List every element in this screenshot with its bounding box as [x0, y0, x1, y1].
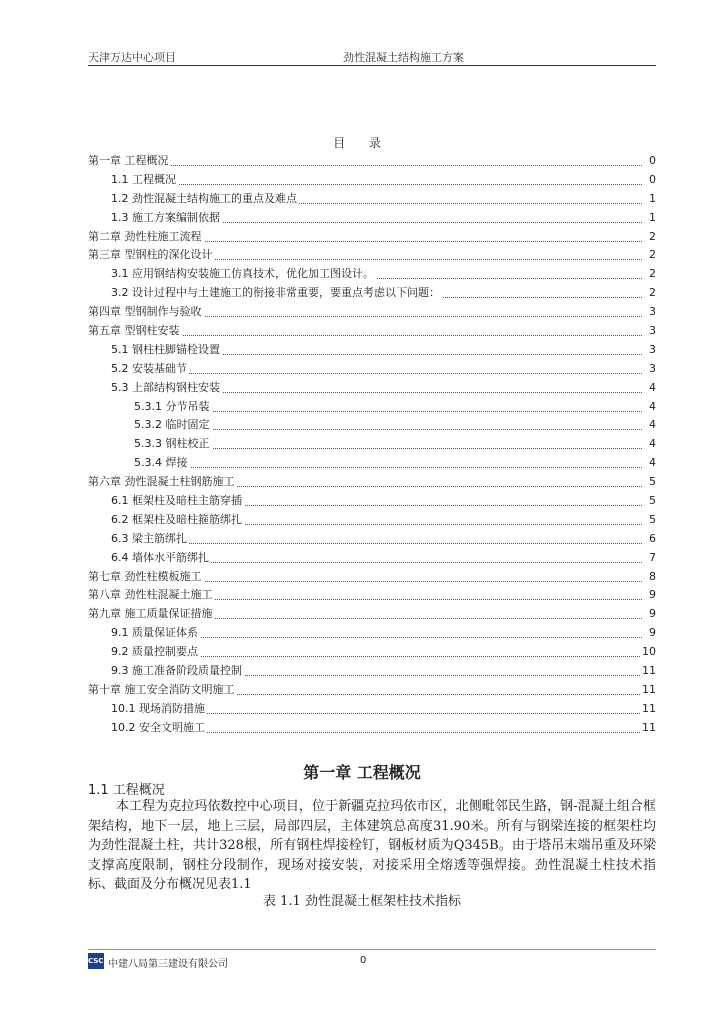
toc-entry-text: 6.1 框架柱及暗柱主筋穿插: [111, 494, 242, 508]
toc-entry[interactable]: [88, 662, 656, 681]
toc-entry-page: 2: [647, 246, 656, 265]
toc-entry-text: 3.1 应用钢结构安装施工仿真技术，优化加工图设计。: [111, 267, 374, 281]
toc-entry-text: 第一章 工程概况: [88, 154, 169, 167]
toc-entry-text: 1.3 施工方案编制依据: [111, 210, 220, 224]
toc-entry-page: 11: [640, 719, 656, 738]
toc-entry-text: 10.2 安全文明施工: [111, 720, 205, 734]
toc-entry-page: 10: [640, 643, 656, 662]
toc-entry-page: 3: [647, 341, 656, 360]
toc-entry-page: 5: [647, 511, 656, 530]
toc-entry-page: 3: [647, 322, 656, 341]
toc-entry[interactable]: [88, 284, 656, 303]
toc-entry[interactable]: [88, 605, 656, 624]
toc-entry-page: 6: [647, 530, 656, 549]
page-number: 0: [360, 955, 367, 966]
toc-entry[interactable]: [88, 322, 656, 341]
toc-entry-page: 3: [647, 303, 656, 322]
toc-entry[interactable]: [88, 568, 656, 587]
toc-entry-page: 11: [640, 662, 656, 681]
toc-entry-page: 5: [647, 473, 656, 492]
toc-entry[interactable]: [88, 530, 656, 549]
toc-entry[interactable]: [88, 228, 656, 247]
page-footer: [88, 949, 656, 970]
toc-entry[interactable]: [88, 379, 656, 398]
toc-entry-text: 5.3.1 分节吊装: [134, 399, 210, 413]
toc-entry-page: 9: [647, 586, 656, 605]
table-caption: 表 1.1 劲性混凝土框架柱技术指标: [263, 894, 461, 909]
toc-entry-text: 5.2 安装基础节: [111, 361, 187, 375]
toc-entry-page: 5: [647, 492, 656, 511]
company-logo: CSCEC: [88, 953, 104, 969]
toc-entry[interactable]: [88, 586, 656, 605]
header-project: 天津万达中心项目: [88, 51, 176, 64]
toc-entry[interactable]: [88, 435, 656, 454]
toc-entry-text: 第二章 劲性柱施工流程: [88, 229, 202, 243]
toc-entry[interactable]: [88, 473, 656, 492]
toc-entry[interactable]: [88, 416, 656, 435]
toc-entry-text: 第八章 劲性柱混凝土施工: [88, 588, 213, 602]
chapter-paragraph: 本工程为克拉玛依数控中心项目，位于新疆克拉玛依市区，北侧毗邻民生路，钢-混凝土组合框架结构，地下一层，地上三层，局部四层，主体建筑总高度31.90米。所有与钢梁连接的框架柱均为劲性混凝土柱，共计328根，所有钢柱焊接栓钉，钢板材质为Q345B。由于塔吊末端吊重及环梁支撑高度限制，钢柱分段制作，现场对接安装，对接采用全熔透等强焊接。劲性混凝土柱技术指标、截面及分布概况见表1.1: [88, 799, 656, 892]
toc-entry-page: 8: [647, 568, 656, 587]
toc-entry-text: 第六章 劲性混凝土柱钢筋施工: [88, 475, 235, 489]
toc-entry[interactable]: [88, 454, 656, 473]
toc-entry-page: 0: [647, 171, 656, 190]
toc-entry-text: 10.1 现场消防措施: [111, 701, 205, 715]
toc-entry-page: 2: [647, 284, 656, 303]
toc-entry-page: 4: [647, 416, 656, 435]
table-of-contents: [88, 152, 656, 738]
toc-entry[interactable]: [88, 152, 656, 171]
toc-entry[interactable]: [88, 511, 656, 530]
toc-entry-page: 1: [647, 209, 656, 228]
toc-entry-text: 6.4 墙体水平筋绑扎: [111, 550, 209, 564]
page-header: [88, 47, 656, 66]
chapter-heading: 第一章 工程概况: [303, 763, 421, 782]
toc-entry-text: 9.2 质量控制要点: [111, 645, 198, 659]
toc-entry[interactable]: [88, 341, 656, 360]
toc-entry-text: 5.3 上部结构钢柱安装: [111, 380, 220, 394]
toc-entry-text: 3.2 设计过程中与土建施工的衔接非常重要，要重点考虑以下问题：: [111, 286, 440, 300]
toc-entry[interactable]: [88, 398, 656, 417]
toc-entry-page: 0: [647, 152, 656, 171]
toc-entry-page: 4: [647, 379, 656, 398]
toc-entry[interactable]: [88, 171, 656, 190]
toc-entry-text: 第十章 施工安全消防文明施工: [88, 682, 235, 696]
toc-entry-text: 第五章 型钢柱安装: [88, 324, 180, 338]
toc-entry[interactable]: [88, 492, 656, 511]
toc-entry-text: 5.1 钢柱柱脚锚栓设置: [111, 342, 220, 356]
toc-entry-page: 4: [647, 398, 656, 417]
toc-entry[interactable]: [88, 190, 656, 209]
toc-entry[interactable]: [88, 246, 656, 265]
toc-entry-text: 6.3 梁主筋绑扎: [111, 531, 187, 545]
toc-entry[interactable]: [88, 624, 656, 643]
toc-entry-page: 7: [647, 549, 656, 568]
section-heading: 1.1 工程概况: [88, 783, 165, 798]
toc-entry-text: 第四章 型钢制作与验收: [88, 305, 202, 319]
header-doc-title: 劲性混凝土结构施工方案: [343, 51, 464, 64]
toc-entry[interactable]: [88, 681, 656, 700]
toc-entry-text: 9.1 质量保证体系: [111, 626, 198, 640]
toc-entry[interactable]: [88, 549, 656, 568]
toc-entry[interactable]: [88, 360, 656, 379]
toc-entry[interactable]: [88, 209, 656, 228]
footer-company: 中建八局第三建设有限公司: [108, 959, 228, 970]
toc-entry-text: 5.3.2 临时固定: [134, 418, 210, 432]
toc-entry-text: 9.3 施工准备阶段质量控制: [111, 664, 242, 678]
toc-entry-page: 9: [647, 605, 656, 624]
toc-entry[interactable]: [88, 700, 656, 719]
toc-entry-page: 9: [647, 624, 656, 643]
toc-entry-page: 4: [647, 435, 656, 454]
toc-entry-text: 第九章 施工质量保证措施: [88, 607, 213, 621]
toc-entry-page: 11: [640, 700, 656, 719]
toc-entry[interactable]: [88, 643, 656, 662]
toc-entry-text: 第三章 型钢柱的深化设计: [88, 248, 213, 262]
toc-entry[interactable]: [88, 303, 656, 322]
toc-entry-text: 5.3.4 焊接: [134, 456, 188, 470]
toc-entry-page: 2: [647, 228, 656, 247]
toc-entry-text: 1.1 工程概况: [111, 172, 176, 186]
toc-entry-page: 3: [647, 360, 656, 379]
toc-entry-text: 第七章 劲性柱模板施工: [88, 569, 202, 583]
toc-title: 目 录: [333, 136, 391, 150]
toc-entry-page: 11: [640, 681, 656, 700]
chapter-body: [88, 797, 656, 895]
toc-entry-text: 5.3.3 钢柱校正: [134, 437, 210, 451]
toc-entry[interactable]: [88, 265, 656, 284]
toc-entry-page: 4: [647, 454, 656, 473]
toc-entry-page: 2: [647, 265, 656, 284]
toc-entry-text: 6.2 框架柱及暗柱箍筋绑扎: [111, 512, 242, 526]
toc-entry[interactable]: [88, 719, 656, 738]
toc-entry-text: 1.2 劲性混凝土结构施工的重点及难点: [111, 191, 297, 205]
toc-entry-page: 1: [647, 190, 656, 209]
